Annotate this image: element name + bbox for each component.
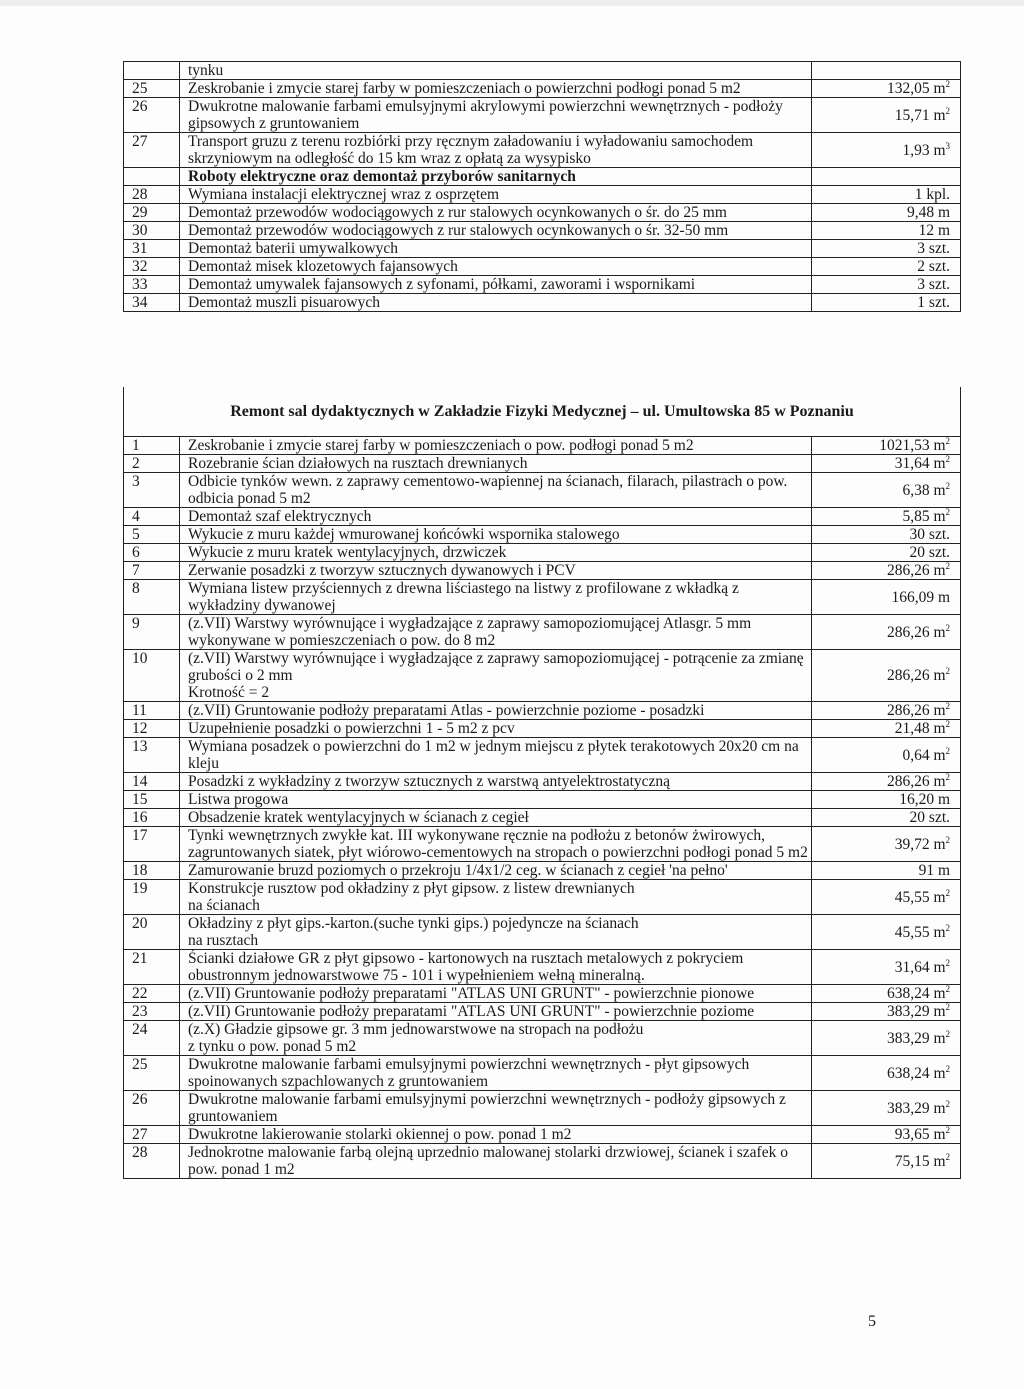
item-description: Okładziny z płyt gips.-karton.(suche tynki gips.) pojedyncze na ścianach na rusztach <box>180 915 812 950</box>
item-quantity <box>812 915 961 950</box>
item-number: 15 <box>124 791 180 809</box>
item-number: 5 <box>124 526 180 544</box>
item-description: Dwukrotne malowanie farbami emulsyjnymi akrylowymi powierzchni wewnętrznych - podłoży gipsowych z gruntowaniem <box>180 98 812 133</box>
item-number: 22 <box>124 985 180 1003</box>
item-quantity <box>812 240 961 258</box>
item-number: 13 <box>124 738 180 773</box>
quantity-value: 1 kpl. <box>914 186 950 203</box>
item-quantity <box>812 985 961 1003</box>
item-quantity <box>812 508 961 526</box>
quantity-value: 45,55 m <box>894 888 946 906</box>
item-quantity <box>812 738 961 773</box>
quantity-value: 12 m <box>918 222 950 239</box>
quantity-unit-exponent: 2 <box>945 560 950 571</box>
table-row <box>124 1091 961 1126</box>
item-number: 32 <box>124 258 180 276</box>
item-description: Jednokrotne malowanie farbą olejną uprzednio malowanej stolarki drzwiowej, ścianek i szafek o pow. ponad 1 m2 <box>180 1144 812 1179</box>
item-quantity <box>812 526 961 544</box>
quantity-value: 15,71 m <box>894 106 946 124</box>
item-quantity <box>812 62 961 80</box>
table-row <box>124 1144 961 1179</box>
quantity-value: 3 szt. <box>917 276 950 293</box>
table-row <box>124 1126 961 1144</box>
table-row <box>124 580 961 615</box>
work-items-table-2 <box>123 436 961 1179</box>
item-number: 33 <box>124 276 180 294</box>
quantity-value: 9,48 m <box>906 204 950 221</box>
item-description: Konstrukcje rusztow pod okładziny z płyt gipsow. z listew drewnianych na ścianach <box>180 880 812 915</box>
quantity-value: 20 szt. <box>909 809 950 826</box>
work-items-table-1 <box>123 61 961 312</box>
item-description: (z.VII) Gruntowanie podłoży preparatami Atlas - powierzchnie poziome - posadzki <box>180 702 812 720</box>
item-number: 19 <box>124 880 180 915</box>
item-quantity <box>812 204 961 222</box>
item-number: 10 <box>124 650 180 702</box>
quantity-value: 0,64 m <box>902 746 946 764</box>
quantity-unit-exponent: 2 <box>945 1124 950 1135</box>
item-number: 2 <box>124 455 180 473</box>
item-description: Demontaż umywalek fajansowych z syfonami, półkami, zaworami i wspornikami <box>180 276 812 294</box>
quantity-value: 1,93 m <box>902 141 946 159</box>
item-quantity <box>812 827 961 862</box>
item-description: Zeskrobanie i zmycie starej farby w pomieszczeniach o pow. podłogi ponad 5 m2 <box>180 437 812 455</box>
item-quantity <box>812 862 961 880</box>
quantity-unit-exponent: 2 <box>945 1063 950 1074</box>
table-row <box>124 222 961 240</box>
table-row <box>124 702 961 720</box>
page-number: 5 <box>868 1313 876 1330</box>
quantity-value: 3 szt. <box>917 240 950 257</box>
quantity-unit-exponent: 2 <box>945 105 950 116</box>
item-description: Tynki wewnętrznych zwykłe kat. III wykonywane ręcznie na podłożu z betonów żwirowych, zagruntowanych siatek, płyt wiórowo-cementowych na stropach o powierzchni podłogi ponad 5 m2 <box>180 827 812 862</box>
item-number: 20 <box>124 915 180 950</box>
item-number: 28 <box>124 186 180 204</box>
quantity-unit-exponent: 3 <box>945 140 950 151</box>
quantity-value: 383,29 m <box>886 1029 946 1047</box>
item-description: Uzupełnienie posadzki o powierzchni 1 - 5 m2 z pcv <box>180 720 812 738</box>
item-number: 3 <box>124 473 180 508</box>
item-number: 1 <box>124 437 180 455</box>
item-quantity <box>812 222 961 240</box>
item-quantity <box>812 1003 961 1021</box>
quantity-unit-exponent: 2 <box>945 834 950 845</box>
item-number: 31 <box>124 240 180 258</box>
item-description: Zerwanie posadzki z tworzyw sztucznych dywanowych i PCV <box>180 562 812 580</box>
quantity-unit-exponent: 2 <box>945 453 950 464</box>
item-description: Demontaż przewodów wodociągowych z rur stalowych ocynkowanych o śr. 32-50 mm <box>180 222 812 240</box>
table-row <box>124 544 961 562</box>
item-number <box>124 168 180 186</box>
item-quantity <box>812 702 961 720</box>
item-description: Dwukrotne lakierowanie stolarki okiennej o pow. ponad 1 m2 <box>180 1126 812 1144</box>
quantity-value: 166,09 m <box>891 588 950 606</box>
quantity-value: 132,05 m <box>886 80 946 97</box>
item-quantity <box>812 1021 961 1056</box>
item-description: Posadzki z wykładziny z tworzyw sztucznych z warstwą antyelektrostatyczną <box>180 773 812 791</box>
quantity-unit-exponent: 2 <box>945 78 950 89</box>
item-number: 9 <box>124 615 180 650</box>
table-row <box>124 80 961 98</box>
item-description: Roboty elektryczne oraz demontaż przyborów sanitarnych <box>180 168 812 186</box>
item-number <box>124 62 180 80</box>
item-description: Wymiana posadzek o powierzchni do 1 m2 w jednym miejscu z płytek terakotowych 20x20 cm na kleju <box>180 738 812 773</box>
table-row <box>124 1021 961 1056</box>
item-quantity <box>812 455 961 473</box>
quantity-unit-exponent: 2 <box>945 506 950 517</box>
item-number: 26 <box>124 98 180 133</box>
quantity-unit-exponent: 2 <box>945 887 950 898</box>
item-description: Dwukrotne malowanie farbami emulsyjnymi powierzchni wewnętrznych - podłoży gipsowych z gruntowaniem <box>180 1091 812 1126</box>
table-row <box>124 791 961 809</box>
section-title: Remont sal dydaktycznych w Zakładzie Fizyki Medycznej – ul. Umultowska 85 w Poznaniu <box>123 387 961 436</box>
item-description: (z.X) Gładzie gipsowe gr. 3 mm jednowarstwowe na stropach na podłożu z tynku o pow. ponad 5 m2 <box>180 1021 812 1056</box>
quantity-unit-exponent: 2 <box>945 1151 950 1162</box>
quantity-value: 75,15 m <box>894 1152 946 1170</box>
table-row <box>124 186 961 204</box>
item-number: 12 <box>124 720 180 738</box>
item-number: 18 <box>124 862 180 880</box>
item-number: 8 <box>124 580 180 615</box>
item-quantity <box>812 791 961 809</box>
table-row <box>124 437 961 455</box>
table-row <box>124 809 961 827</box>
item-description: (z.VII) Warstwy wyrównujące i wygładzające z zaprawy samopoziomującej Atlasgr. 5 mm wykonywane w pomieszczeniach o pow. do 8 m2 <box>180 615 812 650</box>
item-description: Demontaż przewodów wodociągowych z rur stalowych ocynkowanych o śr. do 25 mm <box>180 204 812 222</box>
table-row <box>124 62 961 80</box>
quantity-unit-exponent: 2 <box>945 771 950 782</box>
quantity-value: 5,85 m <box>902 508 946 525</box>
item-quantity <box>812 809 961 827</box>
table-row <box>124 204 961 222</box>
table-row <box>124 258 961 276</box>
item-number: 27 <box>124 133 180 168</box>
item-quantity <box>812 276 961 294</box>
item-description: Wykucie z muru kratek wentylacyjnych, drzwiczek <box>180 544 812 562</box>
table-row <box>124 615 961 650</box>
item-quantity <box>812 650 961 702</box>
quantity-value: 1021,53 m <box>879 437 946 454</box>
item-number: 14 <box>124 773 180 791</box>
item-description: Demontaż misek klozetowych fajansowych <box>180 258 812 276</box>
item-quantity <box>812 80 961 98</box>
quantity-value: 39,72 m <box>894 835 946 853</box>
table-row <box>124 294 961 312</box>
item-number: 17 <box>124 827 180 862</box>
table-row <box>124 98 961 133</box>
item-quantity <box>812 615 961 650</box>
quantity-value: 383,29 m <box>886 1099 946 1117</box>
table-row <box>124 473 961 508</box>
quantity-unit-exponent: 2 <box>945 718 950 729</box>
quantity-value: 383,29 m <box>886 1003 946 1020</box>
item-number: 29 <box>124 204 180 222</box>
quantity-value: 638,24 m <box>886 985 946 1002</box>
item-description: Wymiana listew przyściennych z drewna liściastego na listwy z profilowane z wkładką z wykładziny dywanowej <box>180 580 812 615</box>
quantity-unit-exponent: 2 <box>945 1098 950 1109</box>
item-number: 27 <box>124 1126 180 1144</box>
item-description: Demontaż baterii umywalkowych <box>180 240 812 258</box>
quantity-value: 1 szt. <box>917 294 950 311</box>
quantity-value: 286,26 m <box>886 667 946 684</box>
item-number: 26 <box>124 1091 180 1126</box>
table-row <box>124 880 961 915</box>
quantity-value: 638,24 m <box>886 1064 946 1082</box>
item-description: Demontaż muszli pisuarowych <box>180 294 812 312</box>
table-row <box>124 562 961 580</box>
quantity-value: 6,38 m <box>902 481 946 499</box>
table-row <box>124 1003 961 1021</box>
table-row <box>124 862 961 880</box>
item-quantity <box>812 294 961 312</box>
item-quantity <box>812 580 961 615</box>
quantity-value: 45,55 m <box>894 923 946 941</box>
item-description: Dwukrotne malowanie farbami emulsyjnymi powierzchni wewnętrznych - płyt gipsowych spoinowanych szpachlowanych z gruntowaniem <box>180 1056 812 1091</box>
item-description: Demontaż szaf elektrycznych <box>180 508 812 526</box>
item-quantity <box>812 880 961 915</box>
item-number: 30 <box>124 222 180 240</box>
item-quantity <box>812 1091 961 1126</box>
table-row <box>124 773 961 791</box>
item-number: 4 <box>124 508 180 526</box>
quantity-value: 21,48 m <box>894 720 946 737</box>
item-number: 28 <box>124 1144 180 1179</box>
quantity-value: 286,26 m <box>886 702 946 719</box>
item-quantity <box>812 544 961 562</box>
quantity-value: 2 szt. <box>917 258 950 275</box>
table-row <box>124 276 961 294</box>
item-number: 7 <box>124 562 180 580</box>
item-description: Ścianki działowe GR z płyt gipsowo - kartonowych na rusztach metalowych z pokryciem obustronnym jednowarstwowe 75 - 101 i wypełnieniem wełną mineralną. <box>180 950 812 985</box>
quantity-unit-exponent: 2 <box>945 957 950 968</box>
item-description: Wykucie z muru każdej wmurowanej końcówki wspornika stalowego <box>180 526 812 544</box>
item-description: Zamurowanie bruzd poziomych o przekroju 1/4x1/2 ceg. w ścianach z cegieł 'na pełno' <box>180 862 812 880</box>
item-description: tynku <box>180 62 812 80</box>
item-description: Transport gruzu z terenu rozbiórki przy ręcznym załadowaniu i wyładowaniu samochodem skrzyniowym na odległość do 15 km wraz z opłatą za wysypisko <box>180 133 812 168</box>
item-quantity <box>812 562 961 580</box>
quantity-unit-exponent: 2 <box>945 622 950 633</box>
quantity-unit-exponent: 2 <box>945 983 950 994</box>
table-row <box>124 168 961 186</box>
quantity-unit-exponent: 2 <box>945 1001 950 1012</box>
scan-edge <box>0 0 1024 6</box>
item-number: 23 <box>124 1003 180 1021</box>
quantity-value: 91 m <box>918 862 950 879</box>
table-row <box>124 526 961 544</box>
item-quantity <box>812 437 961 455</box>
table-row <box>124 915 961 950</box>
table-row <box>124 133 961 168</box>
item-description: Zeskrobanie i zmycie starej farby w pomieszczeniach o powierzchni podłogi ponad 5 m2 <box>180 80 812 98</box>
quantity-unit-exponent: 2 <box>945 665 950 676</box>
quantity-value: 286,26 m <box>886 623 946 641</box>
item-quantity <box>812 1056 961 1091</box>
item-description: Listwa progowa <box>180 791 812 809</box>
item-quantity <box>812 473 961 508</box>
item-number: 11 <box>124 702 180 720</box>
item-description: Rozebranie ścian działowych na rusztach drewnianych <box>180 455 812 473</box>
quantity-value: 31,64 m <box>894 958 946 976</box>
item-number: 24 <box>124 1021 180 1056</box>
quantity-unit-exponent: 2 <box>945 922 950 933</box>
item-number: 21 <box>124 950 180 985</box>
item-number: 25 <box>124 80 180 98</box>
quantity-unit-exponent: 2 <box>945 1028 950 1039</box>
table-row <box>124 455 961 473</box>
quantity-value: 93,65 m <box>894 1126 946 1143</box>
item-quantity <box>812 950 961 985</box>
item-quantity <box>812 1144 961 1179</box>
quantity-unit-exponent: 2 <box>945 435 950 446</box>
table-row <box>124 827 961 862</box>
item-quantity <box>812 258 961 276</box>
table-row <box>124 240 961 258</box>
item-description: (z.VII) Gruntowanie podłoży preparatami "ATLAS UNI GRUNT" - powierzchnie poziome <box>180 1003 812 1021</box>
quantity-value: 286,26 m <box>886 773 946 790</box>
table-row <box>124 720 961 738</box>
item-number: 25 <box>124 1056 180 1091</box>
table-row <box>124 738 961 773</box>
table-row <box>124 508 961 526</box>
quantity-unit-exponent: 2 <box>945 700 950 711</box>
item-number: 16 <box>124 809 180 827</box>
quantity-unit-exponent: 2 <box>945 745 950 756</box>
item-description: Odbicie tynków wewn. z zaprawy cementowo-wapiennej na ścianach, filarach, pilastrach o pow. odbicia ponad 5 m2 <box>180 473 812 508</box>
quantity-value: 31,64 m <box>894 455 946 472</box>
item-quantity <box>812 186 961 204</box>
table-row <box>124 1056 961 1091</box>
quantity-unit-exponent: 2 <box>945 480 950 491</box>
item-description: Obsadzenie kratek wentylacyjnych w ścianach z cegieł <box>180 809 812 827</box>
item-number: 6 <box>124 544 180 562</box>
quantity-value: 30 szt. <box>909 526 950 543</box>
item-quantity <box>812 168 961 186</box>
quantity-value: 16,20 m <box>899 791 950 808</box>
item-quantity <box>812 1126 961 1144</box>
item-description: (z.VII) Warstwy wyrównujące i wygładzające z zaprawy samopoziomującej - potrącenie za zmianę grubości o 2 mm Krotność = 2 <box>180 650 812 702</box>
table-row <box>124 950 961 985</box>
item-number: 34 <box>124 294 180 312</box>
item-quantity <box>812 133 961 168</box>
item-quantity <box>812 773 961 791</box>
item-quantity <box>812 98 961 133</box>
item-quantity <box>812 720 961 738</box>
table-row <box>124 650 961 702</box>
quantity-value: 20 szt. <box>909 544 950 561</box>
item-description: Wymiana instalacji elektrycznej wraz z osprzętem <box>180 186 812 204</box>
quantity-value: 286,26 m <box>886 562 946 579</box>
table-row <box>124 985 961 1003</box>
item-description: (z.VII) Gruntowanie podłoży preparatami "ATLAS UNI GRUNT" - powierzchnie pionowe <box>180 985 812 1003</box>
